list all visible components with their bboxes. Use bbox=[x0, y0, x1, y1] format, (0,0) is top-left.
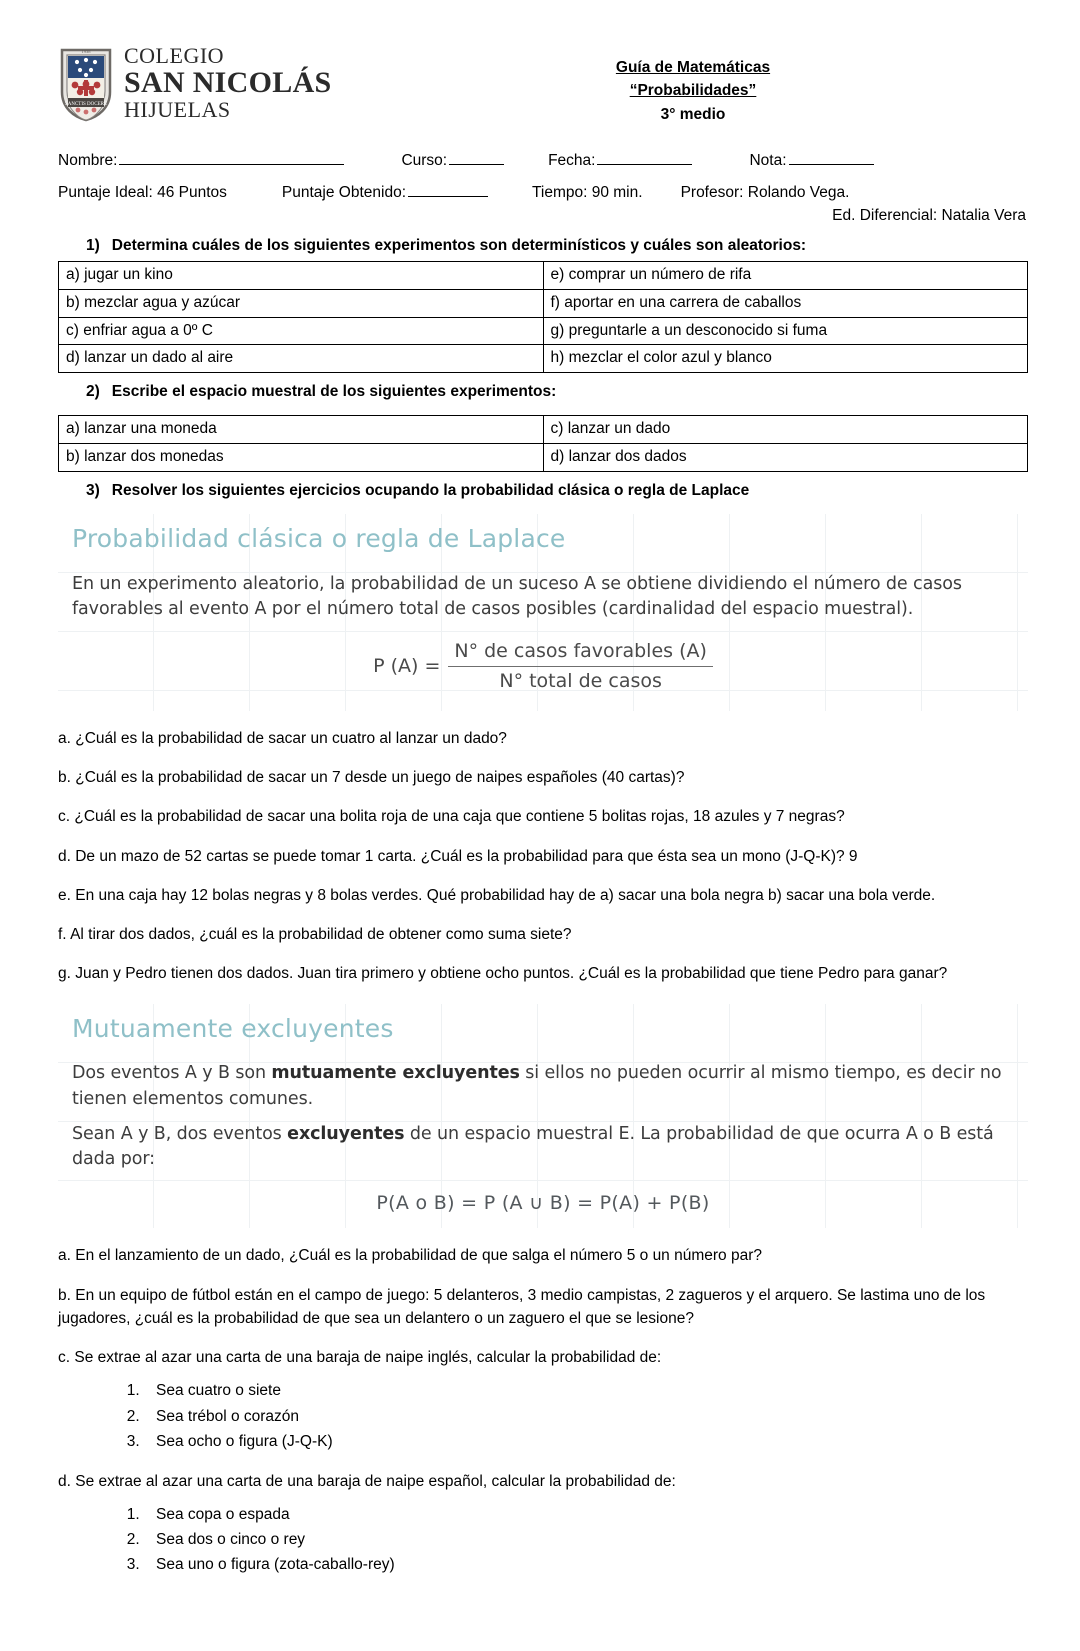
concept-exclusive-p1-bold: mutuamente excluyentes bbox=[271, 1063, 520, 1084]
exercise-laplace-d: d. De un mazo de 52 cartas se puede tomar 1 carta. ¿Cuál es la probabilidad para que ésta sea un mono (J-Q-K)? 9 bbox=[58, 847, 858, 865]
concept-laplace-title: Probabilidad clásica o regla de Laplace bbox=[72, 524, 566, 554]
question-3-heading bbox=[58, 481, 1028, 502]
svg-text:1938: 1938 bbox=[81, 49, 91, 54]
title-line-1: Guía de Matemáticas bbox=[615, 59, 771, 76]
table-row bbox=[59, 317, 1028, 345]
table-cell: a) jugar un kino bbox=[59, 261, 544, 289]
exercise-exclusive-c: c. Se extrae al azar una carta de una baraja de naipe inglés, calcular la probabilidad de: bbox=[58, 1349, 662, 1367]
nota-label: Nota: bbox=[749, 152, 787, 169]
table-row bbox=[59, 416, 1028, 444]
concept-exclusive-paragraph-2 bbox=[72, 1122, 1014, 1173]
exercise-laplace-e: e. En una caja hay 12 bolas negras y 8 bolas verdes. Qué probabilidad hay de a) sacar una bola negra b) sacar una bola verde. bbox=[58, 886, 936, 904]
exercise-laplace-c: c. ¿Cuál es la probabilidad de sacar una bolita roja de una caja que contiene 5 bolitas rojas, 18 azules y 7 negras? bbox=[58, 808, 845, 826]
concept-exclusive-p1-after: si ellos no pueden ocurrir al mismo tiempo, es decir no tienen elementos comunes. bbox=[72, 1063, 1002, 1109]
exercise-laplace-a: a. ¿Cuál es la probabilidad de sacar un cuatro al lanzar un dado? bbox=[58, 729, 507, 747]
laplace-formula bbox=[72, 639, 1014, 695]
fecha-label: Fecha: bbox=[548, 152, 596, 169]
exclusive-formula: P(A o B) = P (A ∪ B) = P(A) + P(B) bbox=[376, 1191, 710, 1214]
table-cell: d) lanzar dos dados bbox=[543, 444, 1028, 472]
table-cell: b) lanzar dos monedas bbox=[59, 444, 544, 472]
school-name-line3: HIJUELAS bbox=[124, 97, 231, 122]
puntaje-obtenido-label: Puntaje Obtenido: bbox=[281, 183, 406, 201]
student-info-row-2 bbox=[58, 182, 1028, 204]
concept-box-laplace bbox=[58, 514, 1028, 711]
school-name-line1: COLEGIO bbox=[124, 43, 225, 68]
concept-exclusive-paragraph-1 bbox=[72, 1061, 1014, 1112]
nombre-label: Nombre: bbox=[58, 152, 118, 169]
table-cell: c) lanzar un dado bbox=[543, 416, 1028, 444]
list-item: 2. Sea trébol o corazón bbox=[144, 1405, 1028, 1429]
table-cell: b) mezclar agua y azúcar bbox=[59, 289, 544, 317]
exercise-laplace-g: g. Juan y Pedro tienen dos dados. Juan tira primero y obtiene ocho puntos. ¿Cuál es la probabilidad que tiene Pedro para ganar? bbox=[58, 965, 948, 983]
table-cell: g) preguntarle a un desconocido si fuma bbox=[543, 317, 1028, 345]
table-row bbox=[59, 261, 1028, 289]
curso-input[interactable] bbox=[449, 150, 504, 165]
laplace-formula-numerator: N° de casos favorables (A) bbox=[448, 639, 713, 668]
title-line-3: 3° medio bbox=[660, 105, 726, 123]
nombre-input[interactable] bbox=[119, 150, 344, 165]
concept-laplace-body: En un experimento aleatorio, la probabilidad de un suceso A se obtiene dividiendo el número de casos favorables al evento A por el número total de casos posibles (cardinalidad del espacio muestral). bbox=[72, 573, 962, 620]
ed-diferencial-label: Ed. Diferencial: Natalia Vera bbox=[832, 206, 1026, 224]
table-cell: a) lanzar una moneda bbox=[59, 416, 544, 444]
puntaje-obtenido-input[interactable] bbox=[408, 182, 488, 197]
concept-exclusive-p2-bold: excluyentes bbox=[287, 1124, 405, 1145]
exercise-exclusive-d-list bbox=[58, 1503, 1028, 1577]
title-line-2: “Probabilidades” bbox=[629, 82, 757, 100]
table-cell: f) aportar en una carrera de caballos bbox=[543, 289, 1028, 317]
nota-input[interactable] bbox=[789, 150, 874, 165]
exercise-exclusive-c-list bbox=[58, 1379, 1028, 1453]
table-row bbox=[59, 345, 1028, 373]
list-item: 2. Sea dos o cinco o rey bbox=[144, 1528, 1028, 1552]
concept-exclusive-p2-before: Sean A y B, dos eventos bbox=[72, 1124, 288, 1145]
question-2-text: Escribe el espacio muestral de los siguientes experimentos: bbox=[111, 383, 557, 401]
question-1-table bbox=[58, 261, 1028, 374]
concept-box-exclusive bbox=[58, 1004, 1028, 1229]
table-cell: d) lanzar un dado al aire bbox=[59, 345, 544, 373]
question-2-number: 2) bbox=[86, 383, 100, 401]
list-item: 1. Sea copa o espada bbox=[144, 1503, 1028, 1527]
table-row bbox=[59, 289, 1028, 317]
curso-label: Curso: bbox=[401, 152, 448, 169]
profesor-label: Profesor: Rolando Vega. bbox=[680, 183, 850, 201]
exercise-exclusive-a: a. En el lanzamiento de un dado, ¿Cuál es la probabilidad de que salga el número 5 o un número par? bbox=[58, 1247, 762, 1265]
tiempo-label: Tiempo: 90 min. bbox=[532, 183, 643, 201]
question-3-number: 3) bbox=[86, 482, 100, 500]
student-info-row-1 bbox=[58, 150, 1028, 172]
document-title bbox=[358, 56, 1028, 126]
table-cell: h) mezclar el color azul y blanco bbox=[543, 345, 1028, 373]
concept-exclusive-p1-before: Dos eventos A y B son bbox=[72, 1063, 272, 1084]
exercise-exclusive-d: d. Se extrae al azar una carta de una baraja de naipe español, calcular la probabilidad de: bbox=[58, 1472, 676, 1490]
table-cell: e) comprar un número de rifa bbox=[543, 261, 1028, 289]
question-2-table bbox=[58, 415, 1028, 472]
concept-exclusive-p2-after: de un espacio muestral E. La probabilidad de que ocurra A o B está dada por: bbox=[72, 1124, 994, 1170]
question-1-text: Determina cuáles de los siguientes experimentos son determinísticos y cuáles son aleatorios: bbox=[111, 236, 807, 254]
exercise-laplace-b: b. ¿Cuál es la probabilidad de sacar un 7 desde un juego de naipes españoles (40 cartas)? bbox=[58, 769, 685, 787]
document-header bbox=[58, 44, 1028, 140]
school-name bbox=[124, 45, 332, 121]
puntaje-ideal-label: Puntaje Ideal: 46 Puntos bbox=[58, 183, 227, 201]
list-item: 3. Sea ocho o figura (J-Q-K) bbox=[144, 1430, 1028, 1454]
exercise-laplace-f: f. Al tirar dos dados, ¿cuál es la probabilidad de obtener como suma siete? bbox=[58, 926, 572, 944]
table-cell: c) enfriar agua a 0º C bbox=[59, 317, 544, 345]
student-info-row-3 bbox=[58, 206, 1028, 227]
laplace-formula-denominator: N° total de casos bbox=[499, 670, 662, 693]
table-row bbox=[59, 444, 1028, 472]
list-item: 1. Sea cuatro o siete bbox=[144, 1379, 1028, 1403]
question-1-heading bbox=[58, 236, 1028, 257]
fecha-input[interactable] bbox=[597, 150, 692, 165]
list-item: 3. Sea uno o figura (zota-caballo-rey) bbox=[144, 1553, 1028, 1577]
exercise-exclusive-b: b. En un equipo de fútbol están en el campo de juego: 5 delanteros, 3 medio campistas, 2 zagueros y el arquero. Se lastima uno de los jugadores, ¿cuál es la probabilidad de que sea un delantero o un zaguero el que se lesione? bbox=[58, 1286, 986, 1327]
question-3-text: Resolver los siguientes ejercicios ocupando la probabilidad clásica o regla de Laplace bbox=[111, 482, 750, 500]
concept-exclusive-title: Mutuamente excluyentes bbox=[72, 1013, 394, 1043]
question-2-heading bbox=[58, 382, 1028, 403]
svg-text:SANCTIS DOCERE: SANCTIS DOCERE bbox=[64, 102, 108, 107]
laplace-formula-left: P (A) = bbox=[373, 654, 441, 677]
school-crest-icon bbox=[58, 44, 114, 122]
question-1-number: 1) bbox=[86, 236, 100, 254]
school-name-line2: SAN NICOLÁS bbox=[124, 66, 332, 99]
